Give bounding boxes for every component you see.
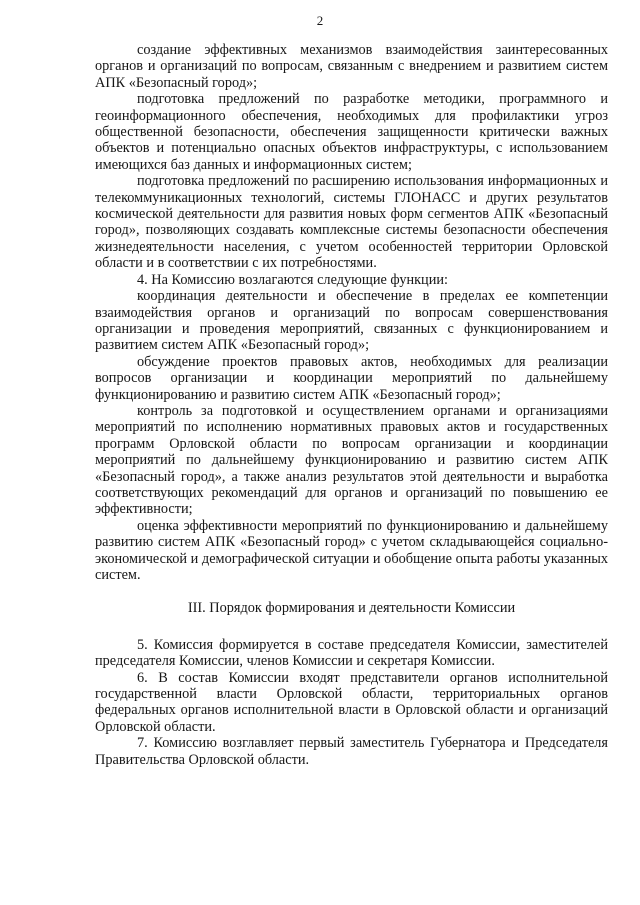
paragraph: подготовка предложений по разработке методики, программного и геоинформационного обеспечения, необходимых для профилактики угроз общественной безопасности, обеспечения защищенности критически важных объектов и потенциально опасных объектов инфраструктуры, с использованием имеющихся баз данных и информационных систем; (95, 91, 608, 173)
paragraph: создание эффективных механизмов взаимодействия заинтересованных органов и организаций по вопросам, связанным с внедрением и развитием систем АПК «Безопасный город»; (95, 42, 608, 91)
paragraph: 6. В состав Комиссии входят представители органов исполнительной государственной власти Орловской области, территориальных органов федеральных органов исполнительной власти в Орловской области и организаций Орловской области. (95, 669, 608, 735)
section-heading: III. Порядок формирования и деятельности Комиссии (187, 600, 516, 617)
paragraph: 5. Комиссия формируется в составе председателя Комиссии, заместителей председателя Комиссии, членов Комиссии и секретаря Комиссии. (95, 636, 608, 670)
paragraph: подготовка предложений по расширению использования информационных и телекоммуникационных технологий, системы ГЛОНАСС и других результатов космической деятельности для развития новых форм сегментов АПК «Безопасный город», позволяющих создавать комплексные системы безопасности обеспечения жизнедеятельности населения, с учетом особенностей территории Орловской области и в соответствии с их потребностями. (95, 173, 608, 272)
paragraph: оценка эффективности мероприятий по функционированию и дальнейшему развитию систем АПК «Безопасный город» с учетом складывающейся социально-экономической и демографической ситуации и обобщение опыта работы указанных систем. (95, 517, 608, 583)
paragraph: обсуждение проектов правовых актов, необходимых для реализации вопросов организации и координации мероприятий по дальнейшему функционированию и развитию систем АПК «Безопасный город»; (95, 353, 608, 403)
paragraph: координация деятельности и обеспечение в пределах ее компетенции взаимодействия органов и организаций по вопросам совершенствования организации и проведения мероприятий, связанных с функционированием и развитием систем АПК «Безопасный город»; (95, 288, 608, 354)
paragraph: 7. Комиссию возглавляет первый заместитель Губернатора и Председателя Правительства Орловской области. (95, 735, 608, 768)
paragraph: контроль за подготовкой и осуществлением органами и организациями мероприятий по исполнению нормативных правовых актов и государственных программ Орловской области по вопросам организации и координации мероприятий по дальнейшему функционированию и развитию систем АПК «Безопасный город», а также анализ результатов этой деятельности и выработка соответствующих рекомендаций для органов и организаций по повышению ее эффективности; (95, 402, 608, 518)
page-number: 2 (316, 13, 324, 28)
document-body (95, 42, 608, 768)
paragraph: 4. На Комиссию возлагаются следующие функции: (137, 271, 448, 288)
